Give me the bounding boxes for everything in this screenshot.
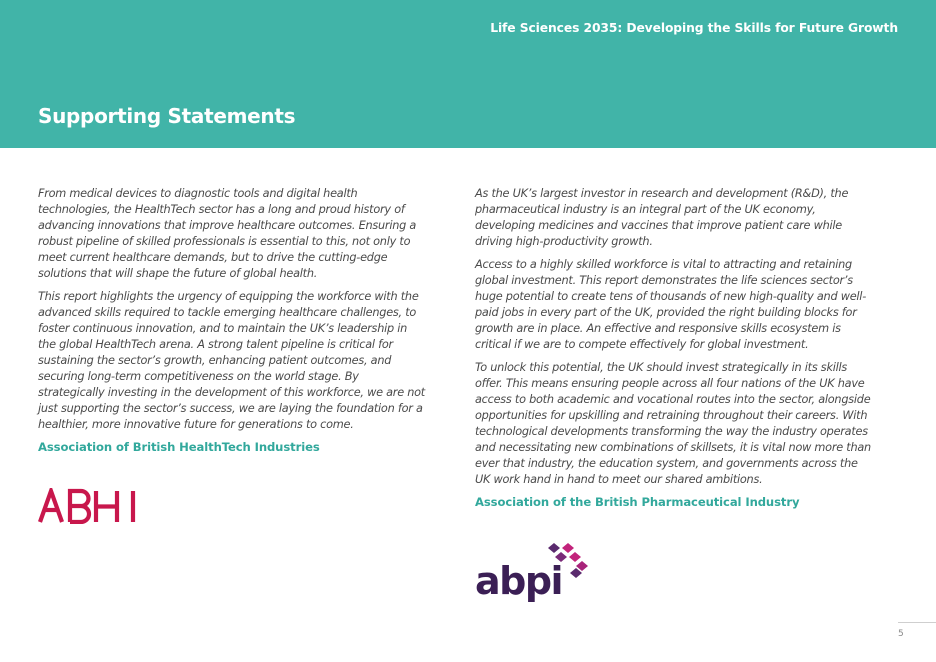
page-number: 5	[898, 629, 904, 639]
abhi-logo	[38, 488, 138, 524]
abpi-organization-name: Association of the British Pharmaceutical Industry	[475, 495, 800, 509]
abpi-logo	[475, 542, 595, 614]
footer-divider	[898, 622, 936, 623]
abpi-paragraph-2: Access to a highly skilled workforce is vital to attracting and retaining global investment. This report demonstrates the life sciences sector’s huge potential to create tens of thousands of new high-quality and well-paid jobs in every part of the UK, provided the right building blocks for growth are in place. An effective and responsive skills ecosystem is critical if we are to compete effectively for global investment.	[475, 258, 867, 351]
left-column	[38, 186, 428, 454]
abpi-paragraph-1: As the UK’s largest investor in research and development (R&D), the pharmaceutical industry is an integral part of the UK economy, developing medicines and vaccines that improve patient care while driving high-productivity growth.	[475, 187, 849, 248]
abpi-paragraph-3: To unlock this potential, the UK should invest strategically in its skills offer. This means ensuring people across all four nations of the UK have access to both academic and vocational routes into the sector, alongside opportunities for upskilling and retraining throughout their careers. With technological developments transforming the way the industry operates and necessitating new combinations of skillsets, it is vital now more than ever that industry, the education system, and governments across the UK work hand in hand to meet our shared ambitions.	[475, 361, 871, 486]
page-title: Supporting Statements	[38, 104, 296, 128]
report-title: Life Sciences 2035: Developing the Skills for Future Growth	[490, 21, 898, 35]
abhi-paragraph-1: From medical devices to diagnostic tools and digital health technologies, the HealthTech sector has a long and proud history of advancing innovations that improve healthcare outcomes. Ensuring a robust pipeline of skilled professionals is essential to this, not only to meet current healthcare demands, but to drive the cutting-edge solutions that will shape the future of global health.	[38, 187, 417, 280]
svg-text:abpi: abpi	[475, 559, 563, 603]
abhi-organization-name: Association of British HealthTech Industries	[38, 440, 320, 454]
right-column	[475, 186, 875, 509]
abhi-paragraph-2: This report highlights the urgency of equipping the workforce with the advanced skills required to tackle emerging healthcare challenges, to foster continuous innovation, and to maintain the UK’s leadership in the global HealthTech arena. A strong talent pipeline is critical for sustaining the sector’s growth, enhancing patient outcomes, and securing long-term competitiveness on the world stage. By strategically investing in the development of this workforce, we are not just supporting the sector’s success, we are laying the foundation for a healthier, more innovative future for generations to come.	[38, 290, 425, 431]
